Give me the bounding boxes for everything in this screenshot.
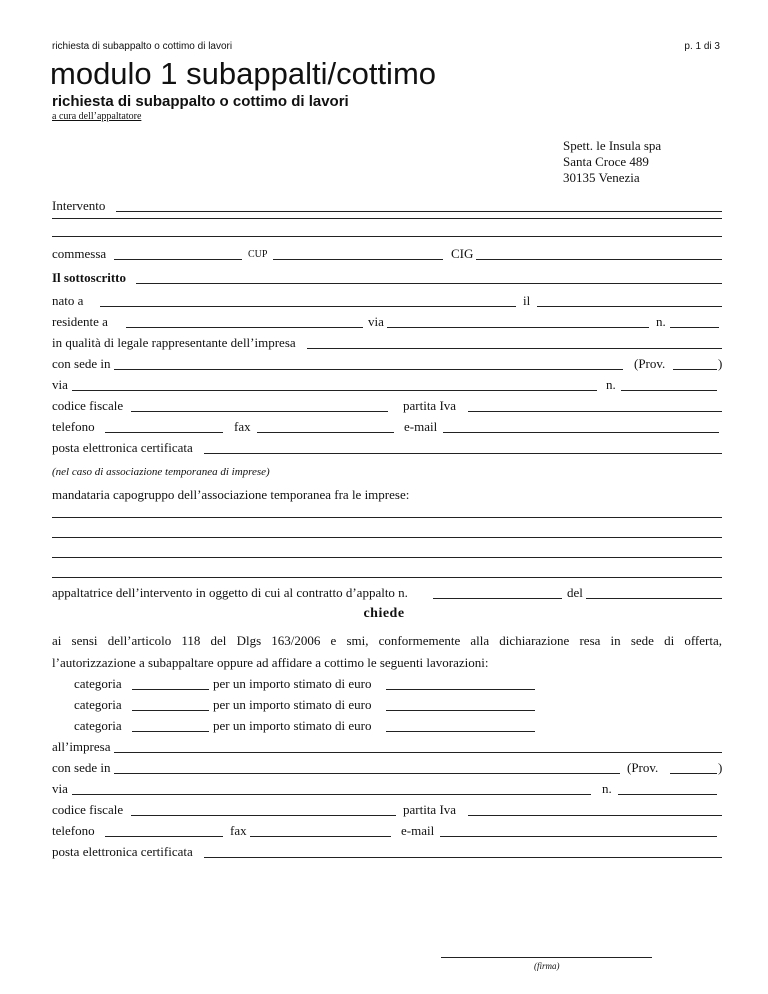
signature-label: (firma) [534, 961, 560, 971]
signature-line[interactable] [441, 957, 652, 958]
label-sottoscritto: Il sottoscritto [52, 270, 127, 285]
field-categoria-3[interactable] [132, 731, 209, 732]
label-cup: CUP [248, 249, 268, 260]
label-residente-a: residente a [52, 314, 108, 329]
field-imprese-line-2[interactable] [52, 537, 722, 538]
field-via-sede-2[interactable] [72, 794, 591, 795]
field-fax-2[interactable] [250, 836, 391, 837]
label-con-sede-in: con sede in [52, 356, 111, 371]
label-prov-close-2: ) [718, 760, 723, 775]
field-categoria-1[interactable] [132, 689, 209, 690]
field-numero-sede-2[interactable] [618, 794, 717, 795]
label-intervento: Intervento [52, 198, 106, 213]
label-partita-iva-2: partita Iva [403, 802, 457, 817]
label-via-residenza: via [368, 314, 384, 329]
field-via-sede[interactable] [72, 390, 597, 391]
label-numero-sede-2: n. [602, 781, 612, 796]
field-data-nascita[interactable] [537, 306, 722, 307]
label-numero-sede: n. [606, 377, 616, 392]
label-il: il [523, 293, 531, 308]
field-intervento[interactable] [116, 211, 722, 212]
label-fax: fax [234, 419, 251, 434]
label-via-sede: via [52, 377, 68, 392]
label-numero-residenza: n. [656, 314, 666, 329]
field-imprese-line-3[interactable] [52, 557, 722, 558]
label-pec-2: posta elettronica certificata [52, 844, 193, 859]
recipient-line-2: Santa Croce 489 [563, 154, 649, 169]
field-prov[interactable] [673, 369, 717, 370]
label-codice-fiscale: codice fiscale [52, 398, 124, 413]
document-title: modulo 1 subappalti/cottimo [50, 56, 437, 91]
field-intervento-line-3[interactable] [52, 236, 722, 237]
field-importo-2[interactable] [386, 710, 535, 711]
field-telefono[interactable] [105, 432, 223, 433]
field-telefono-2[interactable] [105, 836, 223, 837]
field-via-residenza[interactable] [387, 327, 649, 328]
label-importo-2: per un importo stimato di euro [213, 697, 372, 712]
label-email-2: e-mail [401, 823, 435, 838]
label-all-impresa: all’impresa [52, 739, 111, 754]
field-cig[interactable] [476, 259, 722, 260]
label-telefono-2: telefono [52, 823, 95, 838]
request-paragraph-line-1: ai sensi dell’articolo 118 del Dlgs 163/2006 e smi, conformemente alla dichiarazione resa in sede di offerta, [52, 633, 722, 648]
field-partita-iva-2[interactable] [468, 815, 722, 816]
field-sede-2[interactable] [114, 773, 620, 774]
field-nato-a[interactable] [100, 306, 516, 307]
label-cig: CIG [451, 246, 474, 261]
recipient-line-1: Spett. le Insula spa [563, 138, 662, 153]
field-commessa[interactable] [114, 259, 242, 260]
label-codice-fiscale-2: codice fiscale [52, 802, 124, 817]
label-prov-close: ) [718, 356, 723, 371]
curator-note: a cura dell’appaltatore [52, 111, 142, 122]
label-pec: posta elettronica certificata [52, 440, 193, 455]
label-telefono: telefono [52, 419, 95, 434]
field-imprese-line-4[interactable] [52, 577, 722, 578]
label-prov: (Prov. [634, 356, 666, 371]
field-residente-a[interactable] [126, 327, 363, 328]
request-paragraph-line-2: l’autorizzazione a subappaltare oppure ad affidare a cottimo le seguenti lavorazioni: [52, 655, 489, 670]
field-contratto-data[interactable] [586, 598, 722, 599]
field-impresa[interactable] [307, 348, 722, 349]
field-cup[interactable] [273, 259, 443, 260]
field-codice-fiscale-2[interactable] [131, 815, 396, 816]
ati-note: (nel caso di associazione temporanea di imprese) [52, 466, 270, 478]
label-mandataria: mandataria capogruppo dell’associazione temporanea fra le imprese: [52, 487, 410, 502]
field-sede[interactable] [114, 369, 623, 370]
field-pec-2[interactable] [204, 857, 722, 858]
field-prov-2[interactable] [670, 773, 717, 774]
label-importo-3: per un importo stimato di euro [213, 718, 372, 733]
chiede-heading: chiede [363, 606, 405, 621]
field-numero-sede[interactable] [621, 390, 717, 391]
document-subtitle: richiesta di subappalto o cottimo di lavori [52, 93, 349, 110]
field-all-impresa[interactable] [114, 752, 722, 753]
label-del: del [567, 585, 583, 600]
label-prov-2: (Prov. [627, 760, 659, 775]
running-title: richiesta di subappalto o cottimo di lavori [52, 41, 233, 52]
field-importo-3[interactable] [386, 731, 535, 732]
field-sottoscritto[interactable] [136, 283, 722, 284]
field-categoria-2[interactable] [132, 710, 209, 711]
label-importo-1: per un importo stimato di euro [213, 676, 372, 691]
field-contratto-numero[interactable] [433, 598, 562, 599]
field-pec[interactable] [204, 453, 722, 454]
label-email: e-mail [404, 419, 438, 434]
label-fax-2: fax [230, 823, 247, 838]
field-imprese-line-1[interactable] [52, 517, 722, 518]
field-importo-1[interactable] [386, 689, 535, 690]
field-codice-fiscale[interactable] [131, 411, 388, 412]
recipient-line-3: 30135 Venezia [563, 170, 640, 185]
field-partita-iva[interactable] [468, 411, 722, 412]
field-fax[interactable] [257, 432, 394, 433]
field-intervento-line-2[interactable] [52, 218, 722, 219]
label-nato-a: nato a [52, 293, 84, 308]
label-qualita: in qualità di legale rappresentante dell’impresa [52, 335, 296, 350]
field-email[interactable] [443, 432, 719, 433]
label-via-sede-2: via [52, 781, 68, 796]
label-appaltatrice: appaltatrice dell’intervento in oggetto di cui al contratto d’appalto n. [52, 585, 408, 600]
label-partita-iva: partita Iva [403, 398, 457, 413]
label-categoria-3: categoria [74, 718, 122, 733]
label-commessa: commessa [52, 246, 107, 261]
field-numero-residenza[interactable] [670, 327, 719, 328]
label-categoria-1: categoria [74, 676, 122, 691]
label-categoria-2: categoria [74, 697, 122, 712]
label-con-sede-in-2: con sede in [52, 760, 111, 775]
field-email-2[interactable] [440, 836, 717, 837]
page-number: p. 1 di 3 [684, 41, 720, 52]
